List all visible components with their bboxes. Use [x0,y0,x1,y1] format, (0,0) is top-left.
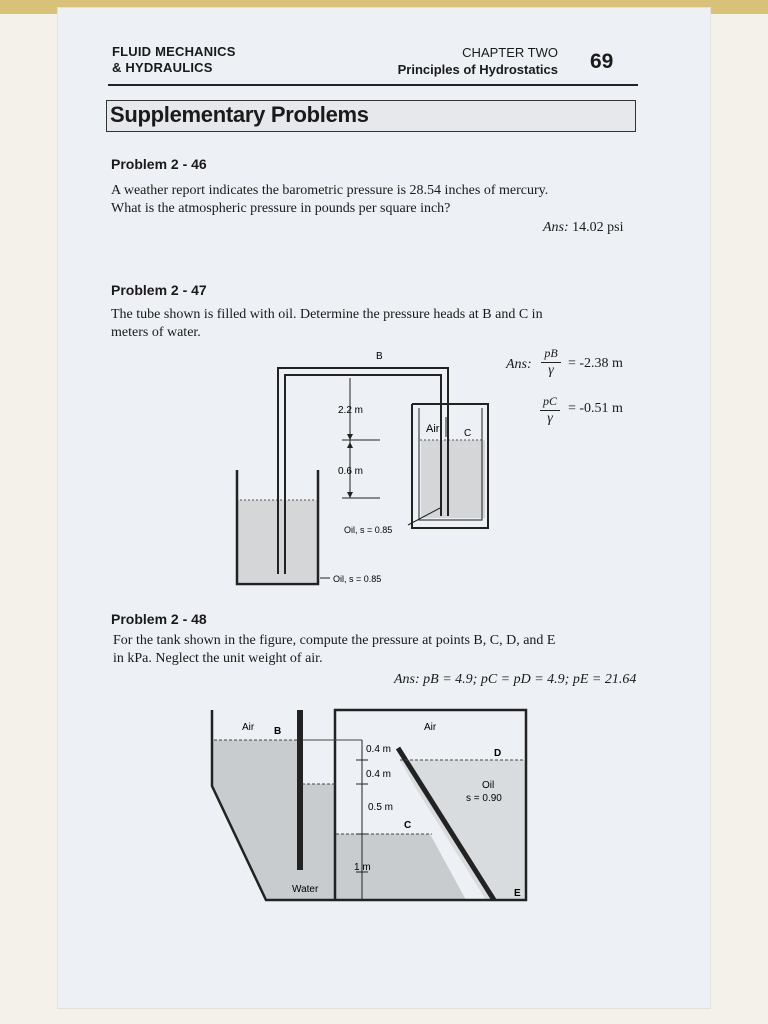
book-title-line2: & HYDRAULICS [112,60,213,75]
answer-b-value: = -2.38 m [568,356,623,371]
problem-text-line: The tube shown is filled with oil. Determine the pressure heads at B and C in [111,307,543,322]
label-b: B [274,726,282,737]
answer-c-value: = -0.51 m [568,401,623,416]
problem-text-line: For the tank shown in the figure, compute the pressure at points B, C, D, and E [113,633,556,648]
problem-text-line: What is the atmospheric pressure in pounds per square inch? [111,201,451,216]
fraction-c-denominator: γ [540,410,560,427]
chapter-label: CHAPTER TWO [462,45,558,60]
answer-label: Ans: [543,220,569,235]
fraction-c-numerator: pC [542,394,557,408]
label-e: E [514,888,521,899]
book-title-line1: FLUID MECHANICS [112,44,236,59]
answer-value: 14.02 psi [572,220,624,235]
page-number: 69 [590,50,614,73]
section-title: Supplementary Problems [110,102,369,127]
label-air-left: Air [242,722,255,733]
problem-title: Problem 2 - 47 [111,282,207,298]
dim-label-1: 0.4 m [366,744,392,755]
label-c: C [464,428,472,439]
label-oil: Oil [482,780,495,791]
label-b: B [376,351,383,362]
label-air: Air [426,423,440,435]
label-water: Water [292,884,319,895]
dim-label-top: 2.2 m [338,405,364,416]
chapter-title: Principles of Hydrostatics [397,62,558,77]
dim-label-mid: 0.6 m [338,466,364,477]
answer: Ans: pB = 4.9; pC = pD = 4.9; pE = 21.64 [394,672,637,687]
dim-label-4: 1 m [354,862,371,873]
label-c: C [404,820,412,831]
answer-label-text: Ans: [506,357,532,372]
problem-title: Problem 2 - 48 [111,611,207,627]
dim-label-2: 0.4 m [366,769,392,780]
fraction-b-denominator: γ [541,362,561,379]
left-water-fill [212,740,335,900]
label-d: D [494,748,502,759]
label-s: s = 0.90 [466,793,502,804]
problem-text-line: meters of water. [111,325,201,340]
problem-text-line: in kPa. Neglect the unit weight of air. [113,651,323,666]
dim-label-3: 0.5 m [368,802,394,813]
oil-label-left: Oil, s = 0.85 [333,574,382,584]
label-air-right: Air [424,722,437,733]
fraction-b-numerator: pB [544,346,558,360]
problem-title: Problem 2 - 46 [111,156,207,172]
problem-text-line: A weather report indicates the barometric pressure is 28.54 inches of mercury. [111,183,549,198]
oil-label-right: Oil, s = 0.85 [344,525,393,535]
